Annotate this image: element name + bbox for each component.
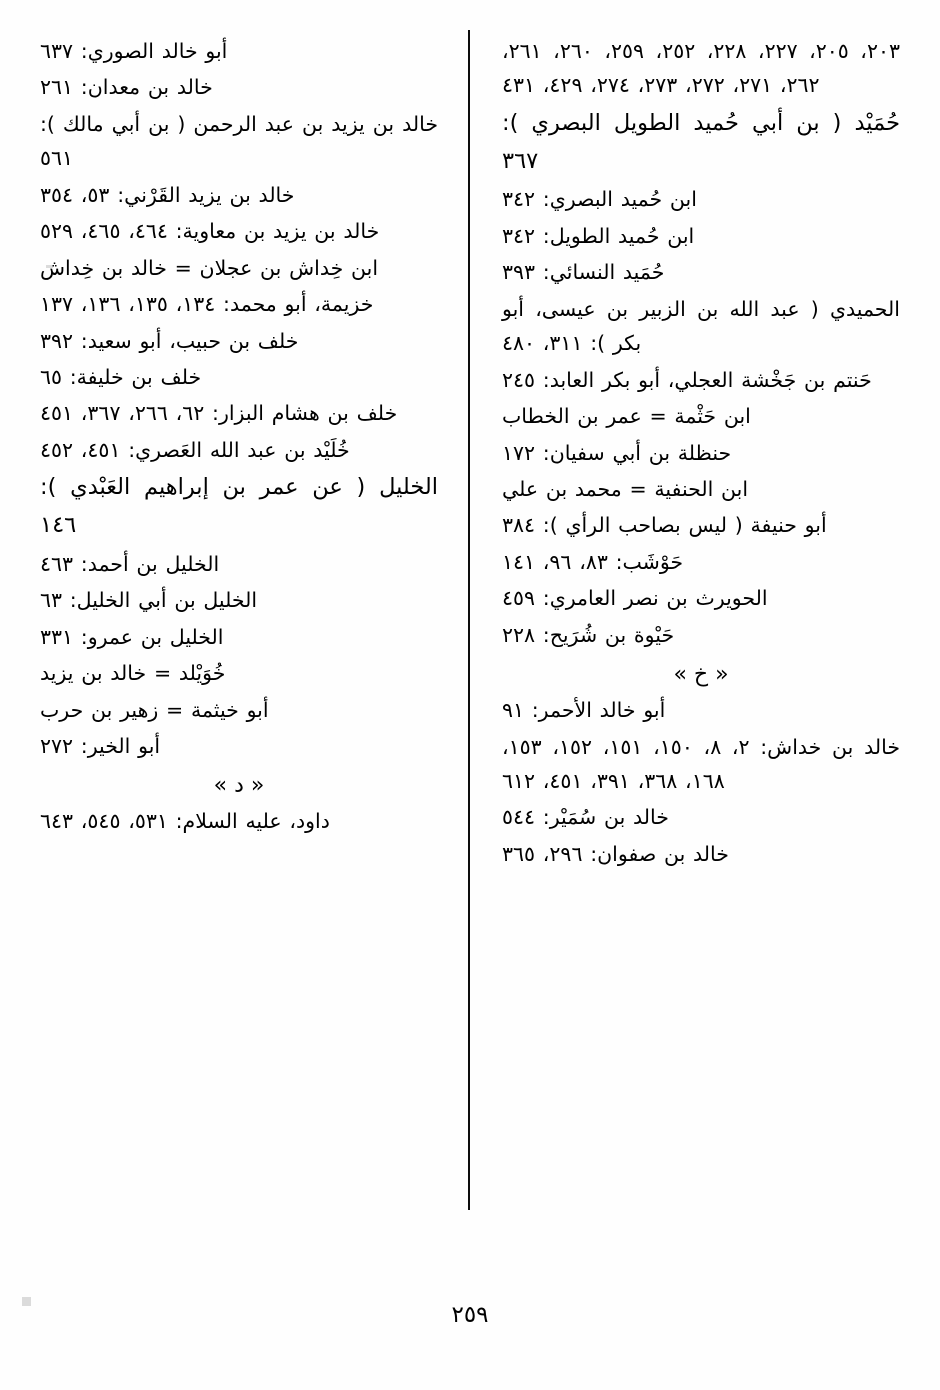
index-entry: الحميدي ( عبد الله بن الزبير بن عيسى، أبو بكر ): ٣١١، ٤٨٠ xyxy=(502,296,900,356)
index-entry: أبو خيثمة = زهير بن حرب xyxy=(40,697,269,722)
index-entry: حنظلة بن أبي سفيان: ١٧٢ xyxy=(502,440,732,465)
index-entry: ابن حَثْمة = عمر بن الخطاب xyxy=(502,404,751,429)
index-entry: أبو حنيفة ( ليس بصاحب الرأي ): ٣٨٤ xyxy=(502,513,827,538)
section-letter-kha: « خ » xyxy=(673,662,729,688)
index-entry: خزيمة، أبو محمد: ١٣٤، ١٣٥، ١٣٦، ١٣٧ xyxy=(40,292,374,317)
index-entry: ابن حُميد البصري: ٣٤٢ xyxy=(502,187,697,212)
index-entry: أبو خالد الصوري: ٦٣٧ xyxy=(40,39,228,63)
index-entry: الخليل بن أبي الخليل: ٦٣ xyxy=(40,588,258,613)
index-entry: حَوْشَب: ٨٣، ٩٦، ١٤١ xyxy=(502,549,684,574)
index-entry: خلف بن حبيب، أبو سعيد: ٣٩٢ xyxy=(40,328,299,353)
index-entry: داود، عليه السلام: ٥٣١، ٥٤٥، ٦٤٣ xyxy=(40,809,330,834)
index-entry: الخليل ( عن عمر بن إبراهيم العَبْدي ): ١٤٦ xyxy=(40,474,438,539)
index-entry: ابن خِداش بن عجلان = خالد بن خِداش xyxy=(40,255,379,280)
index-column-left xyxy=(40,34,438,1224)
section-letter-dal: « د » xyxy=(213,773,265,799)
index-entry: حُمَيد النسائي: ٣٩٣ xyxy=(502,260,665,285)
index-entry: الخليل بن عمرو: ٣٣١ xyxy=(40,624,224,649)
index-entry: ٢٠٣، ٢٠٥، ٢٢٧، ٢٢٨، ٢٥٢، ٢٥٩، ٢٦٠، ٢٦١، ٢٦٢، ٢٧١، ٢٧٢، ٢٧٣، ٢٧٤، ٤٢٩، ٤٣١ xyxy=(502,39,900,98)
index-entry: خُوَيْلد = خالد بن يزيد xyxy=(40,661,226,686)
index-entry: أبو الخير: ٢٧٢ xyxy=(40,734,161,759)
index-entry: حُمَيْد ( بن أبي حُميد الطويل البصري ): ٣٦٧ xyxy=(502,109,900,174)
index-entry: خالد بن يزيد بن معاوية: ٤٦٤، ٤٦٥، ٥٢٩ xyxy=(40,219,380,244)
index-column-right xyxy=(502,34,900,1224)
index-entry: خالد بن يزيد القَرْني: ٥٣، ٣٥٤ xyxy=(40,182,295,207)
index-entry: خلف بن هشام البزار: ٦٢، ٢٦٦، ٣٦٧، ٤٥١ xyxy=(40,401,398,426)
index-entry: خالد بن خداش: ٢، ٨، ١٥٠، ١٥١، ١٥٢، ١٥٣، ١٦٨، ٣٦٨، ٣٩١، ٤٥١، ٦١٢ xyxy=(502,734,900,794)
index-entry: أبو خالد الأحمر: ٩١ xyxy=(502,698,666,723)
index-entry: حَنتم بن جَخْشة العجلي، أبو بكر العابد: ٢٤٥ xyxy=(502,367,872,392)
index-entry: ابن الحنفية = محمد بن علي xyxy=(502,476,749,501)
index-entry: خُلَيْد بن عبد الله العَصري: ٤٥١، ٤٥٢ xyxy=(40,437,350,462)
index-entry: خالد بن صفوان: ٢٩٦، ٣٦٥ xyxy=(502,841,729,866)
index-entry: حَيْوة بن شُرَيح: ٢٢٨ xyxy=(502,622,675,647)
index-columns xyxy=(40,34,900,1224)
index-entry: خالد بن يزيد بن عبد الرحمن ( بن أبي مالك ): ٥٦١ xyxy=(40,111,438,171)
index-entry: خلف بن خليفة: ٦٥ xyxy=(40,364,202,389)
index-entry: الخليل بن أحمد: ٤٦٣ xyxy=(40,551,220,576)
index-entry: خالد بن سُمَيْر: ٥٤٤ xyxy=(502,805,669,830)
index-entry: الحويرث بن نصر العامري: ٤٥٩ xyxy=(502,586,768,611)
index-entry: ابن حُميد الطويل: ٣٤٢ xyxy=(502,223,695,248)
index-entry: خالد بن معدان: ٢٦١ xyxy=(40,75,213,100)
page-number: ٢٥٩ xyxy=(451,1302,489,1328)
